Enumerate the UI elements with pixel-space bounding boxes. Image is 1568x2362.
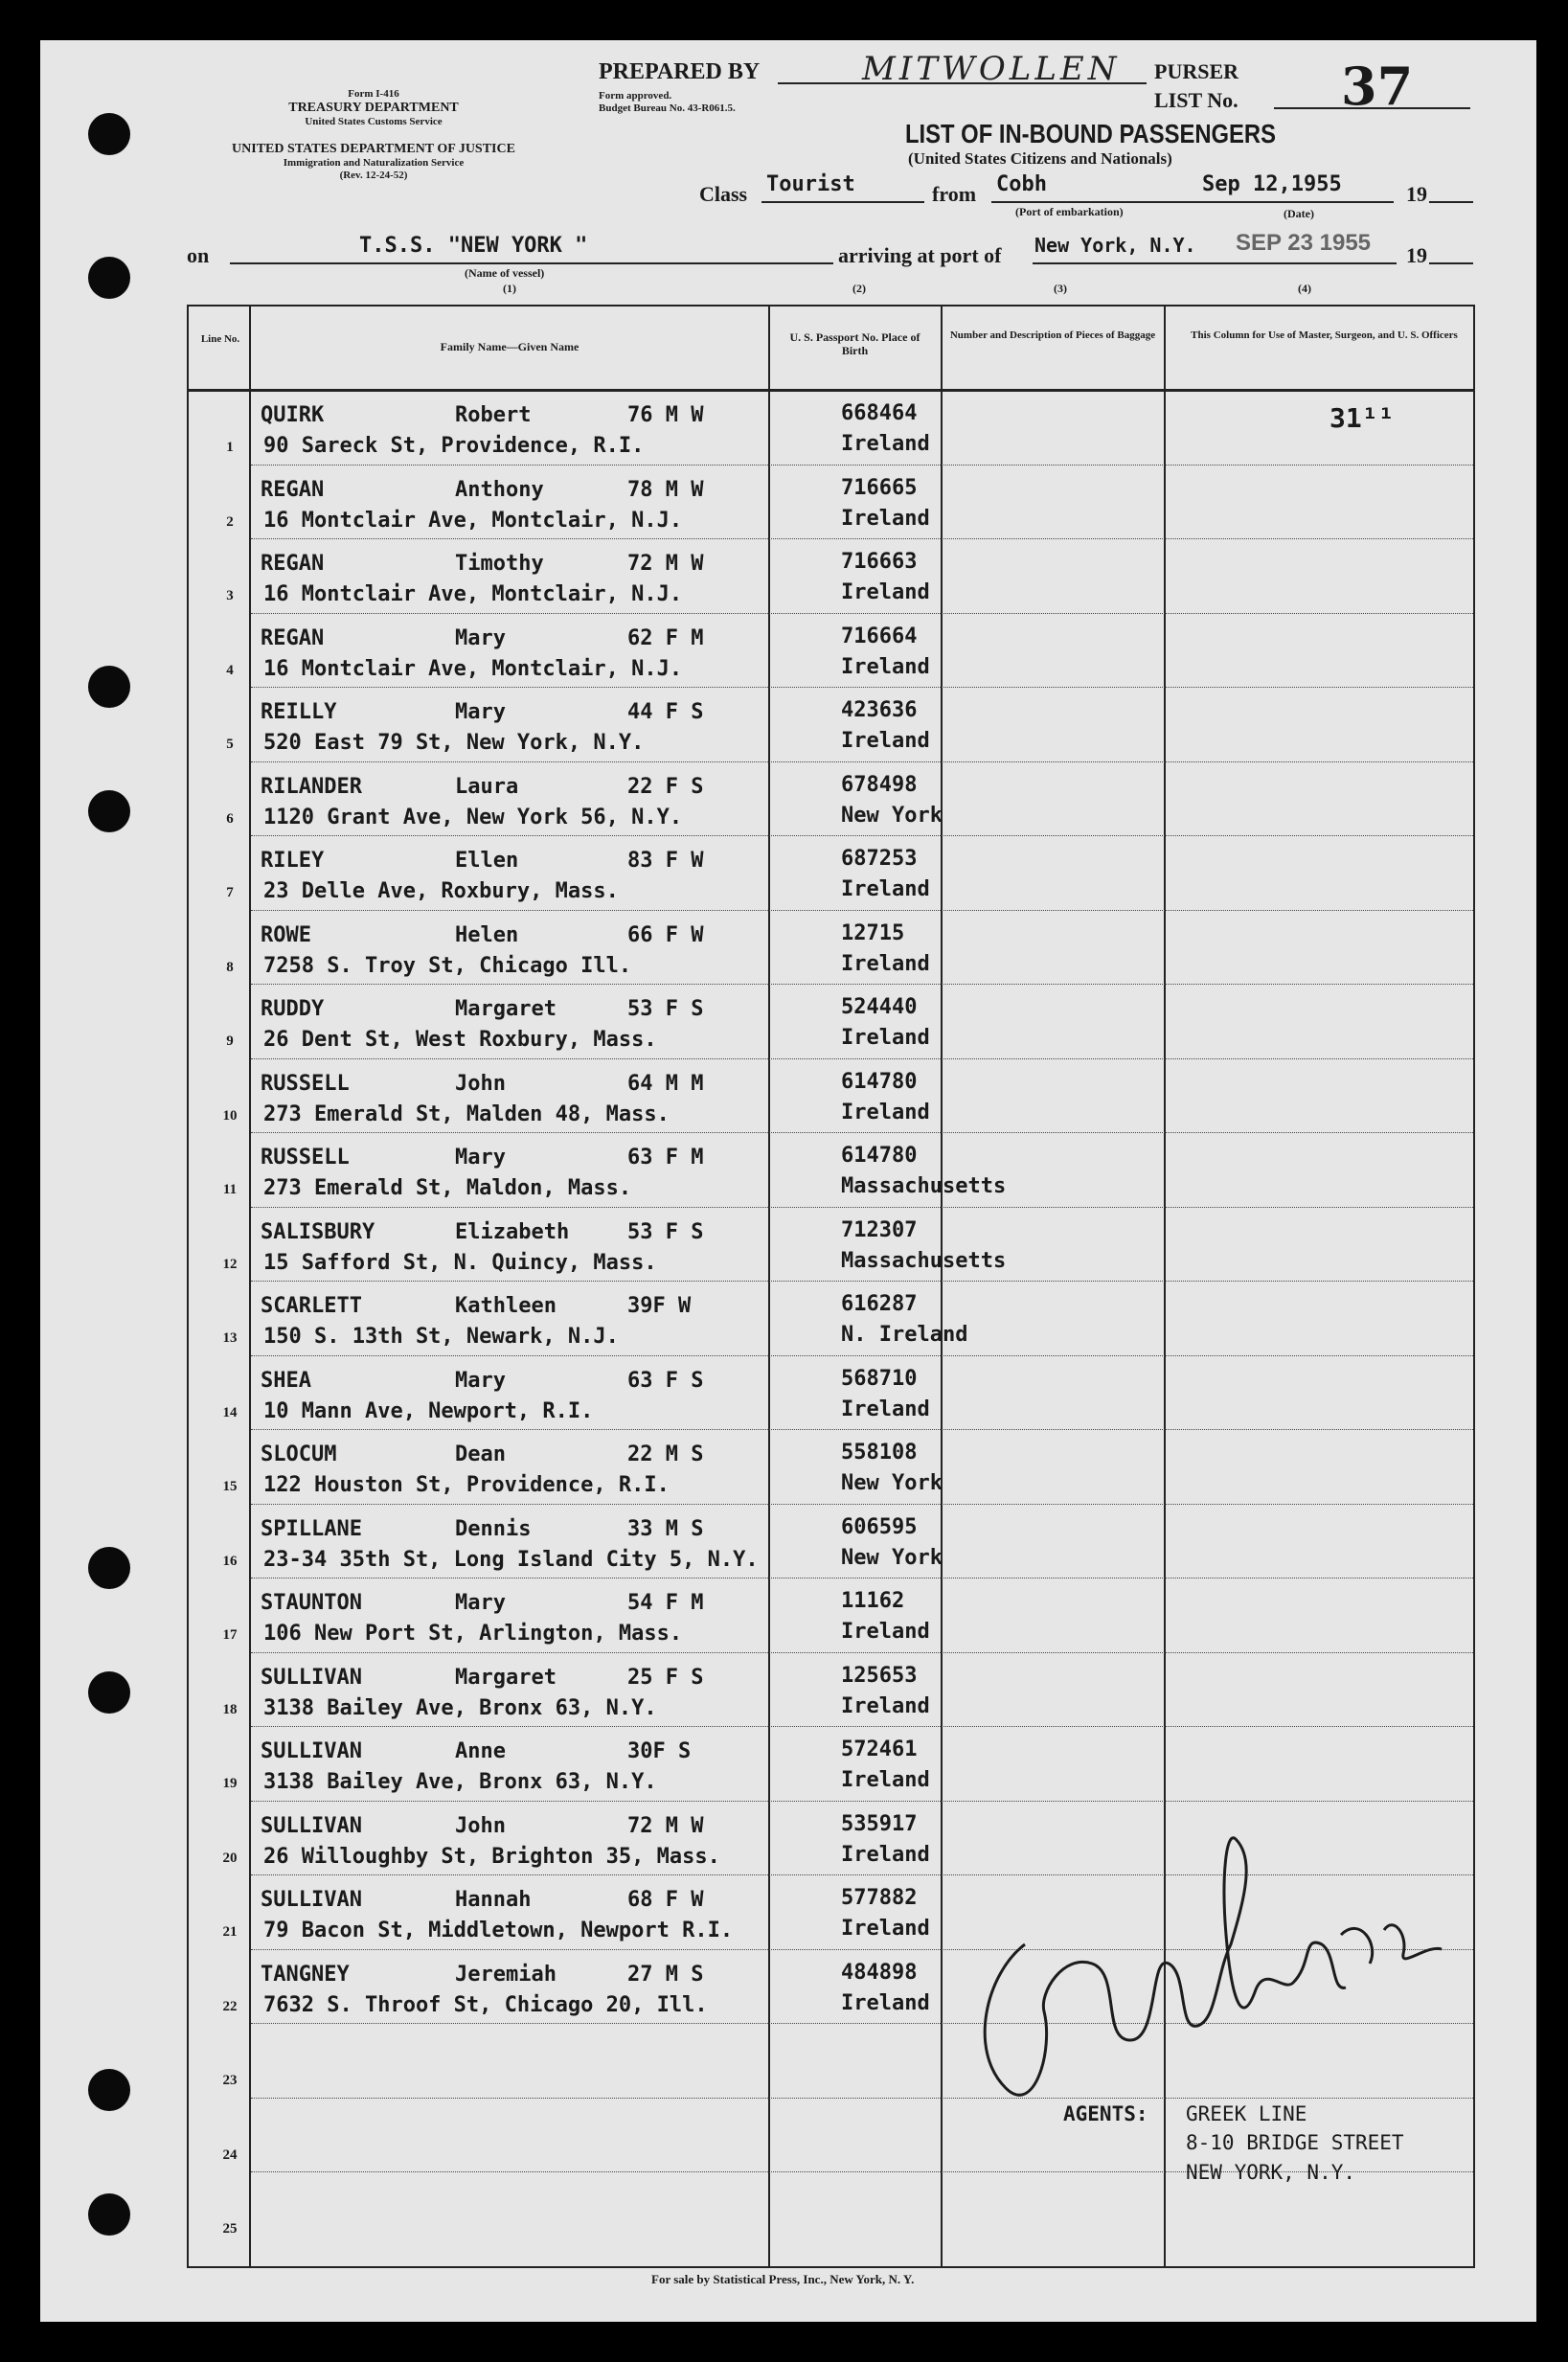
surname: RUDDY — [261, 997, 325, 1021]
given-name: Timothy — [455, 552, 544, 576]
binder-hole — [88, 2069, 130, 2111]
arrival-line — [1033, 262, 1397, 264]
age-sex-status: 27 M S — [627, 1962, 704, 1987]
line-number: 13 — [222, 1330, 238, 1346]
given-name: Margaret — [455, 1665, 557, 1690]
form-approved: Form approved. Budget Bureau No. 43-R061.5. — [599, 90, 736, 115]
given-name: Elizabeth — [455, 1219, 570, 1244]
date-value: Sep 12,1955 — [1202, 172, 1342, 196]
age-sex-status: 53 F S — [627, 997, 704, 1021]
surname: REILLY — [261, 700, 337, 724]
given-name: John — [455, 1071, 506, 1096]
address: 23-34 35th St, Long Island City 5, N.Y. — [263, 1547, 759, 1572]
given-name: Robert — [455, 403, 532, 427]
passport-number: 716665 — [841, 475, 918, 500]
passport-number: 606595 — [841, 1514, 918, 1539]
col-divider — [768, 305, 770, 2268]
binder-hole — [88, 1671, 130, 1714]
line-number: 11 — [222, 1182, 238, 1197]
age-sex-status: 30F S — [627, 1739, 692, 1763]
row-divider — [251, 538, 1473, 539]
row-divider — [251, 1058, 1473, 1059]
surname: RUSSELL — [261, 1071, 350, 1096]
address: 26 Dent St, West Roxbury, Mass. — [263, 1028, 657, 1052]
given-name: Laura — [455, 774, 519, 799]
col-header-officers: This Column for Use of Master, Surgeon, and U. S. Officers — [1191, 329, 1458, 341]
line-number: 18 — [222, 1701, 238, 1717]
list-no-value: 37 — [1341, 56, 1414, 117]
binder-hole — [88, 2193, 130, 2236]
row-divider — [251, 1207, 1473, 1208]
passport-number: 577882 — [841, 1886, 918, 1910]
signature — [910, 1801, 1446, 2126]
surname: SULLIVAN — [261, 1665, 362, 1690]
address: 150 S. 13th St, Newark, N.J. — [263, 1325, 619, 1349]
address: 520 East 79 St, New York, N.Y. — [263, 731, 645, 755]
passport-number: 616287 — [841, 1292, 918, 1316]
class-label: Class — [699, 182, 748, 206]
given-name: Anne — [455, 1739, 506, 1763]
line-number: 15 — [222, 1479, 238, 1494]
line-number: 21 — [222, 1924, 238, 1940]
address: 10 Mann Ave, Newport, R.I. — [263, 1398, 594, 1423]
passport-number: 716663 — [841, 550, 918, 574]
from-value: Cobh — [996, 172, 1047, 196]
class-value: Tourist — [766, 172, 855, 196]
place-of-birth: Ireland — [841, 1620, 930, 1644]
place-of-birth: Ireland — [841, 1768, 930, 1792]
binder-hole — [88, 1547, 130, 1589]
address: 7632 S. Throof St, Chicago 20, Ill. — [263, 1992, 708, 2017]
surname: SHEA — [261, 1368, 311, 1393]
passport-number: 524440 — [841, 995, 918, 1019]
passport-number: 11162 — [841, 1589, 905, 1613]
caption-3: (3) — [1054, 282, 1067, 295]
vessel-value: T.S.S. "NEW YORK " — [359, 234, 588, 258]
form-title: LIST OF IN-BOUND PASSENGERS — [905, 119, 1277, 148]
surname: REGAN — [261, 552, 325, 576]
given-name: Helen — [455, 922, 519, 947]
passport-number: 568710 — [841, 1366, 918, 1391]
line-number: 6 — [226, 810, 234, 827]
caption-4: (4) — [1298, 282, 1311, 295]
row-divider — [251, 1281, 1473, 1282]
passport-number: 712307 — [841, 1217, 918, 1242]
line-number: 9 — [226, 1033, 234, 1049]
agents-label: AGENTS: — [1063, 2102, 1148, 2125]
age-sex-status: 33 M S — [627, 1516, 704, 1541]
address: 23 Delle Ave, Roxbury, Mass. — [263, 879, 619, 903]
passport-number: 668464 — [841, 401, 918, 425]
caption-2: (2) — [852, 282, 866, 295]
surname: SULLIVAN — [261, 1739, 362, 1763]
place-of-birth: Ireland — [841, 729, 930, 753]
age-sex-status: 22 F S — [627, 774, 704, 799]
age-sex-status: 64 M M — [627, 1071, 704, 1096]
passport-number: 12715 — [841, 920, 905, 945]
year-suffix: 19 — [1406, 182, 1427, 206]
row-divider — [251, 1355, 1473, 1356]
binder-hole — [88, 257, 130, 299]
line-number: 3 — [226, 588, 234, 603]
year-line-2 — [1429, 262, 1473, 264]
place-of-birth: Ireland — [841, 1917, 930, 1941]
given-name: Dean — [455, 1442, 506, 1466]
surname: RILANDER — [261, 774, 362, 799]
form-subtitle: (United States Citizens and Nationals) — [908, 149, 1172, 168]
line-number: 16 — [222, 1553, 238, 1569]
table-header-divider — [187, 389, 1475, 392]
row-divider — [251, 1429, 1473, 1430]
on-label: on — [187, 243, 210, 267]
place-of-birth: Massachusetts — [841, 1174, 1007, 1198]
binder-hole — [88, 790, 130, 832]
given-name: Jeremiah — [455, 1962, 557, 1987]
passport-number: 678498 — [841, 772, 918, 797]
place-of-birth: Ireland — [841, 580, 930, 604]
year-line — [1429, 201, 1473, 203]
row-divider — [251, 613, 1473, 614]
line-number: 7 — [226, 885, 234, 900]
footer-imprint: For sale by Statistical Press, Inc., New York, N. Y. — [651, 2272, 915, 2286]
given-name: Margaret — [455, 997, 557, 1021]
list-no-line — [1274, 107, 1470, 109]
line-number: 8 — [226, 959, 234, 975]
age-sex-status: 22 M S — [627, 1442, 704, 1466]
arrival-port-value: New York, N.Y. — [1034, 234, 1196, 257]
row-divider — [251, 1652, 1473, 1653]
address: 7258 S. Troy St, Chicago Ill. — [263, 953, 632, 978]
passport-number: 423636 — [841, 698, 918, 722]
given-name: Mary — [455, 1368, 506, 1393]
given-name: Hannah — [455, 1888, 532, 1912]
doj-info: UNITED STATES DEPARTMENT OF JUSTICE Immigration and Naturalization Service (Rev. 12-24-52) — [232, 142, 515, 181]
place-of-birth: Ireland — [841, 1026, 930, 1050]
line-number: 10 — [222, 1107, 238, 1124]
given-name: Kathleen — [455, 1294, 557, 1318]
arriving-label: arriving at port of — [838, 243, 1002, 267]
place-of-birth: Ireland — [841, 877, 930, 901]
age-sex-status: 63 F M — [627, 1146, 704, 1170]
surname: SCARLETT — [261, 1294, 362, 1318]
officer-note: 31¹¹ — [1329, 402, 1395, 434]
passport-number: 614780 — [841, 1069, 918, 1094]
address: 1120 Grant Ave, New York 56, N.Y. — [263, 805, 683, 829]
row-divider — [251, 910, 1473, 911]
place-of-birth: New York — [841, 803, 943, 828]
class-line — [761, 201, 924, 203]
row-divider — [251, 1726, 1473, 1727]
from-line — [991, 201, 1394, 203]
given-name: Dennis — [455, 1516, 532, 1541]
age-sex-status: 53 F S — [627, 1219, 704, 1244]
row-divider — [251, 465, 1473, 466]
row-divider — [251, 761, 1473, 762]
address: 16 Montclair Ave, Montclair, N.J. — [263, 508, 683, 533]
surname: REGAN — [261, 625, 325, 650]
port-embark-caption: (Port of embarkation) — [1015, 205, 1124, 218]
surname: RUSSELL — [261, 1146, 350, 1170]
age-sex-status: 72 M W — [627, 552, 704, 576]
place-of-birth: New York — [841, 1545, 943, 1570]
binder-hole — [88, 666, 130, 708]
surname: SPILLANE — [261, 1516, 362, 1541]
passport-number: 572461 — [841, 1737, 918, 1761]
address: 16 Montclair Ave, Montclair, N.J. — [263, 656, 683, 681]
year-suffix-2: 19 — [1406, 243, 1427, 267]
arrival-date-stamp: SEP 23 1955 — [1236, 230, 1372, 256]
agents-line2: 8-10 BRIDGE STREET — [1186, 2131, 1404, 2154]
passport-number: 614780 — [841, 1144, 918, 1168]
place-of-birth: Massachusetts — [841, 1248, 1007, 1273]
col-header-baggage: Number and Description of Pieces of Baggage — [949, 329, 1156, 341]
address: 16 Montclair Ave, Montclair, N.J. — [263, 582, 683, 606]
given-name: Mary — [455, 1591, 506, 1615]
given-name: Mary — [455, 700, 506, 724]
form-info: Form I-416 TREASURY DEPARTMENT United States Customs Service — [288, 88, 459, 127]
surname: SULLIVAN — [261, 1813, 362, 1838]
surname: TANGNEY — [261, 1962, 350, 1987]
given-name: Ellen — [455, 849, 519, 873]
age-sex-status: 68 F W — [627, 1888, 704, 1912]
prepared-by-value: MITWOLLEN — [862, 50, 1121, 88]
address: 122 Houston St, Providence, R.I. — [263, 1473, 670, 1497]
surname: REGAN — [261, 477, 325, 502]
surname: QUIRK — [261, 403, 325, 427]
surname: ROWE — [261, 922, 311, 947]
agents-line1: GREEK LINE — [1186, 2102, 1307, 2125]
col-header-passport: U. S. Passport No. Place of Birth — [789, 330, 920, 357]
binder-hole — [88, 113, 130, 155]
age-sex-status: 76 M W — [627, 403, 704, 427]
address: 273 Emerald St, Malden 48, Mass. — [263, 1102, 670, 1126]
row-divider — [251, 687, 1473, 688]
vessel-caption: (Name of vessel) — [465, 266, 545, 280]
age-sex-status: 83 F W — [627, 849, 704, 873]
address: 106 New Port St, Arlington, Mass. — [263, 1622, 683, 1646]
line-number: 1 — [226, 440, 234, 455]
col-header-line-no: Line No. — [200, 333, 240, 345]
vessel-line — [230, 262, 833, 264]
address: 26 Willoughby St, Brighton 35, Mass. — [263, 1844, 720, 1869]
line-number: 2 — [226, 513, 234, 530]
line-number: 22 — [222, 1998, 238, 2014]
passport-number: 716664 — [841, 624, 918, 648]
age-sex-status: 66 F W — [627, 922, 704, 947]
address: 3138 Bailey Ave, Bronx 63, N.Y. — [263, 1770, 657, 1794]
row-divider — [251, 984, 1473, 985]
place-of-birth: Ireland — [841, 1100, 930, 1124]
surname: SLOCUM — [261, 1442, 337, 1466]
place-of-birth: Ireland — [841, 506, 930, 531]
address: 273 Emerald St, Maldon, Mass. — [263, 1176, 632, 1200]
passport-number: 687253 — [841, 847, 918, 871]
age-sex-status: 72 M W — [627, 1813, 704, 1838]
line-number: 19 — [222, 1776, 238, 1791]
passport-number: 484898 — [841, 1960, 918, 1985]
line-number: 5 — [226, 737, 234, 752]
surname: SULLIVAN — [261, 1888, 362, 1912]
col-divider — [249, 305, 251, 2268]
date-caption: (Date) — [1284, 207, 1314, 220]
line-number: 12 — [222, 1256, 238, 1272]
line-number: 25 — [222, 2221, 238, 2237]
line-number: 17 — [222, 1627, 238, 1643]
place-of-birth: Ireland — [841, 1693, 930, 1718]
passport-number: 535917 — [841, 1811, 918, 1836]
age-sex-status: 54 F M — [627, 1591, 704, 1615]
given-name: Mary — [455, 1146, 506, 1170]
age-sex-status: 44 F S — [627, 700, 704, 724]
address: 15 Safford St, N. Quincy, Mass. — [263, 1250, 657, 1275]
list-no-label: LIST No. — [1154, 88, 1238, 112]
surname: SALISBURY — [261, 1219, 375, 1244]
address: 79 Bacon St, Middletown, Newport R.I. — [263, 1919, 734, 1942]
place-of-birth: Ireland — [841, 432, 930, 456]
place-of-birth: Ireland — [841, 1397, 930, 1421]
passport-number: 558108 — [841, 1441, 918, 1465]
caption-1: (1) — [503, 282, 516, 295]
row-divider — [251, 835, 1473, 836]
prepared-by-label: PREPARED BY — [599, 59, 761, 84]
passport-number: 125653 — [841, 1663, 918, 1688]
given-name: Anthony — [455, 477, 544, 502]
place-of-birth: New York — [841, 1471, 943, 1495]
line-number: 14 — [222, 1404, 238, 1420]
row-divider — [251, 1504, 1473, 1505]
line-number: 4 — [226, 662, 234, 678]
address: 3138 Bailey Ave, Bronx 63, N.Y. — [263, 1695, 657, 1720]
age-sex-status: 39F W — [627, 1294, 692, 1318]
agents-line3: NEW YORK, N.Y. — [1186, 2161, 1356, 2184]
col-header-name: Family Name—Given Name — [440, 340, 579, 353]
place-of-birth: Ireland — [841, 1990, 930, 2015]
given-name: Mary — [455, 625, 506, 650]
given-name: John — [455, 1813, 506, 1838]
surname: RILEY — [261, 849, 325, 873]
row-divider — [251, 1132, 1473, 1133]
address: 90 Sareck St, Providence, R.I. — [263, 434, 645, 458]
line-number: 20 — [222, 1850, 238, 1866]
line-number: 24 — [222, 2146, 238, 2163]
age-sex-status: 25 F S — [627, 1665, 704, 1690]
place-of-birth: Ireland — [841, 951, 930, 976]
purser-label: PURSER — [1154, 59, 1239, 83]
place-of-birth: N. Ireland — [841, 1323, 968, 1347]
place-of-birth: Ireland — [841, 1842, 930, 1867]
surname: STAUNTON — [261, 1591, 362, 1615]
age-sex-status: 62 F M — [627, 625, 704, 650]
from-label: from — [932, 182, 977, 206]
age-sex-status: 78 M W — [627, 477, 704, 502]
age-sex-status: 63 F S — [627, 1368, 704, 1393]
line-number: 23 — [222, 2073, 238, 2088]
place-of-birth: Ireland — [841, 654, 930, 679]
